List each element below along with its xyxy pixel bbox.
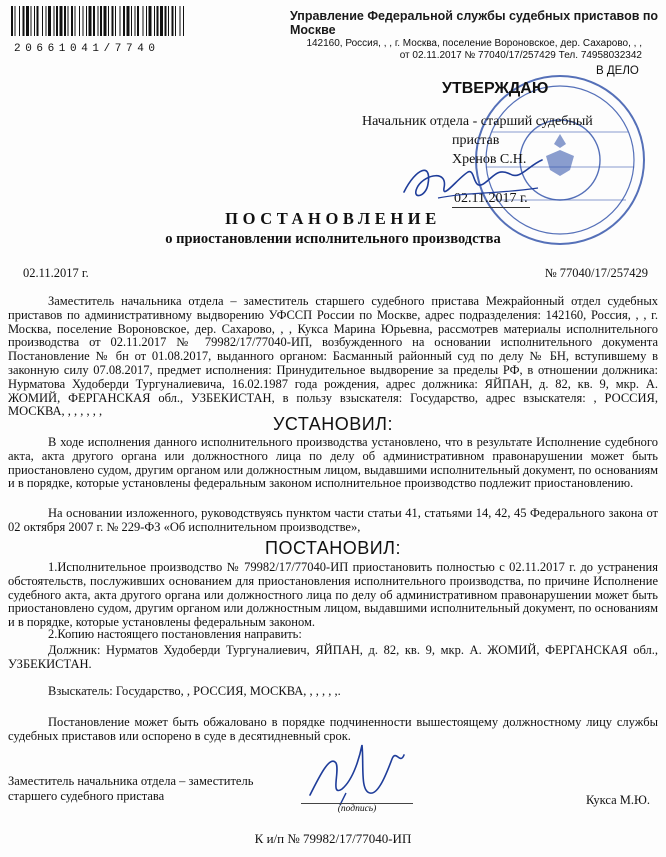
approval-block <box>442 80 548 98</box>
claimant-line: Взыскатель: Государство, , РОССИЯ, МОСКВА, , , , , ,. <box>48 684 341 698</box>
approval-date: 02.11.2017 г. <box>454 191 528 206</box>
debtor-line: Должник: Нурматов Худоберди Тургуналиевич, ЯЙПАН, д. 82, кв. 9, мкр. А. ЖОМИЙ, ФЕРГАНСКАЯ обл., УЗБЕКИСТАН. <box>8 643 658 671</box>
document-id: 20661041/7740 <box>14 43 160 55</box>
approver-signature-image <box>398 148 548 208</box>
approval-name: Хренов С.Н. <box>452 152 527 167</box>
barcode-image <box>9 6 189 36</box>
document-date: 02.11.2017 г. <box>23 266 89 280</box>
signer-position-line1: Заместитель начальника отдела – заместитель <box>8 774 254 788</box>
signer-position <box>8 774 253 804</box>
case-number-footer: К и/п № 79982/17/77040-ИП <box>254 831 412 846</box>
intro-paragraph: Заместитель начальника отдела – заместитель старшего судебного пристава Межрайонный отдел судебных приставов по административному выдворению УФССП России по Москве, адрес подразделения: 142160, Россия, , , г. Москва, поселение Вороновское, дер. Сахарово, , , Кукса Марина Юрьевна, рассмотрев материалы исполнительного производства от 02.11.2017 № 79982/17/77040-ИП, возбужденного на основании исполнительного документа Постановление № бн от 01.08.2017, выданного органом: Басманный районный суд по делу № БН, вступившему в законную силу 07.08.2017, предмет исполнения: Принудительное выдворение за пределы РФ, в отношении должника: Нурматова Худоберди Тургуналиевича, 16.02.1987 года рождения, адрес должника: ЯЙПАН, д. 82, кв. 9, мкр. А. ЖОМИЙ, ФЕРГАНСКАЯ обл., УЗБЕКИСТАН, в пользу взыскателя: Государство, адрес взыскателя: , РОССИЯ, МОСКВА, , , , , , , <box>8 294 658 419</box>
decision-item-1: 1.Исполнительное производство № 79982/17/77040-ИП приостановить полностью с 02.11.2017 г. до устранения обстоятельств, послуживших основанием для приостановления исполнительного производства, по причине Исполнение судебного акта, акта другого органа или должностного лица по делу об административном правонарушении может быть приостановлено судом, другим органом или должностным лицом, выдавшими исполнительный документ, по основаниям и в порядке, которые установлены федеральным законом. <box>8 560 658 630</box>
legal-basis-paragraph: На основании изложенного, руководствуясь пунктом части статьи 41, статьями 14, 42, 45 Федерального закона от 02 октября 2007 г. № 229-ФЗ «Об исполнительном производстве», <box>8 506 658 534</box>
decision-item-2: 2.Копию настоящего постановления направить: <box>48 627 302 641</box>
heading-decided: ПОСТАНОВИЛ: <box>265 538 401 558</box>
appeal-paragraph: Постановление может быть обжаловано в порядке подчиненности вышестоящему должностному лицу службы судебных приставов или оспорено в суде в десятидневный срок. <box>8 715 658 743</box>
delo-mark: В ДЕЛО <box>596 65 639 77</box>
organization-name: Управление Федеральной службы судебных приставов по Москве <box>290 9 659 37</box>
heading-established: УСТАНОВИЛ: <box>273 414 393 434</box>
approval-position-line2: пристав <box>452 133 500 148</box>
document-subtitle: о приостановлении исполнительного производства <box>165 231 501 247</box>
approval-position-line1: Начальник отдела - старший судебный <box>362 114 593 129</box>
address-line-2: от 02.11.2017 № 77040/17/257429 Тел. 74958032342 <box>399 50 642 61</box>
signer-name: Кукса М.Ю. <box>586 793 650 807</box>
approval-title: УТВЕРЖДАЮ <box>442 80 549 97</box>
document-number: № 77040/17/257429 <box>544 266 648 280</box>
signature-caption: (подпись) <box>301 803 413 814</box>
document-title: ПОСТАНОВЛЕНИЕ <box>225 209 441 228</box>
signer-position-line2: старшего судебного пристава <box>8 789 165 803</box>
address-line-1: 142160, Россия, , , г. Москва, поселение Вороновское, дер. Сахарово, , , <box>306 38 642 49</box>
established-paragraph: В ходе исполнения данного исполнительного производства установлено, что в результате Исполнение судебного акта, акта другого органа или должностного лица по делу об административном правонарушении может быть приостановлено судом, другим органом или должностным лицом, выдавшими исполнительный документ, по основаниям и в порядке, которые установлены федеральным законом исполнительное производство подлежит приостановлению. <box>8 435 658 491</box>
organization-address <box>300 38 642 62</box>
